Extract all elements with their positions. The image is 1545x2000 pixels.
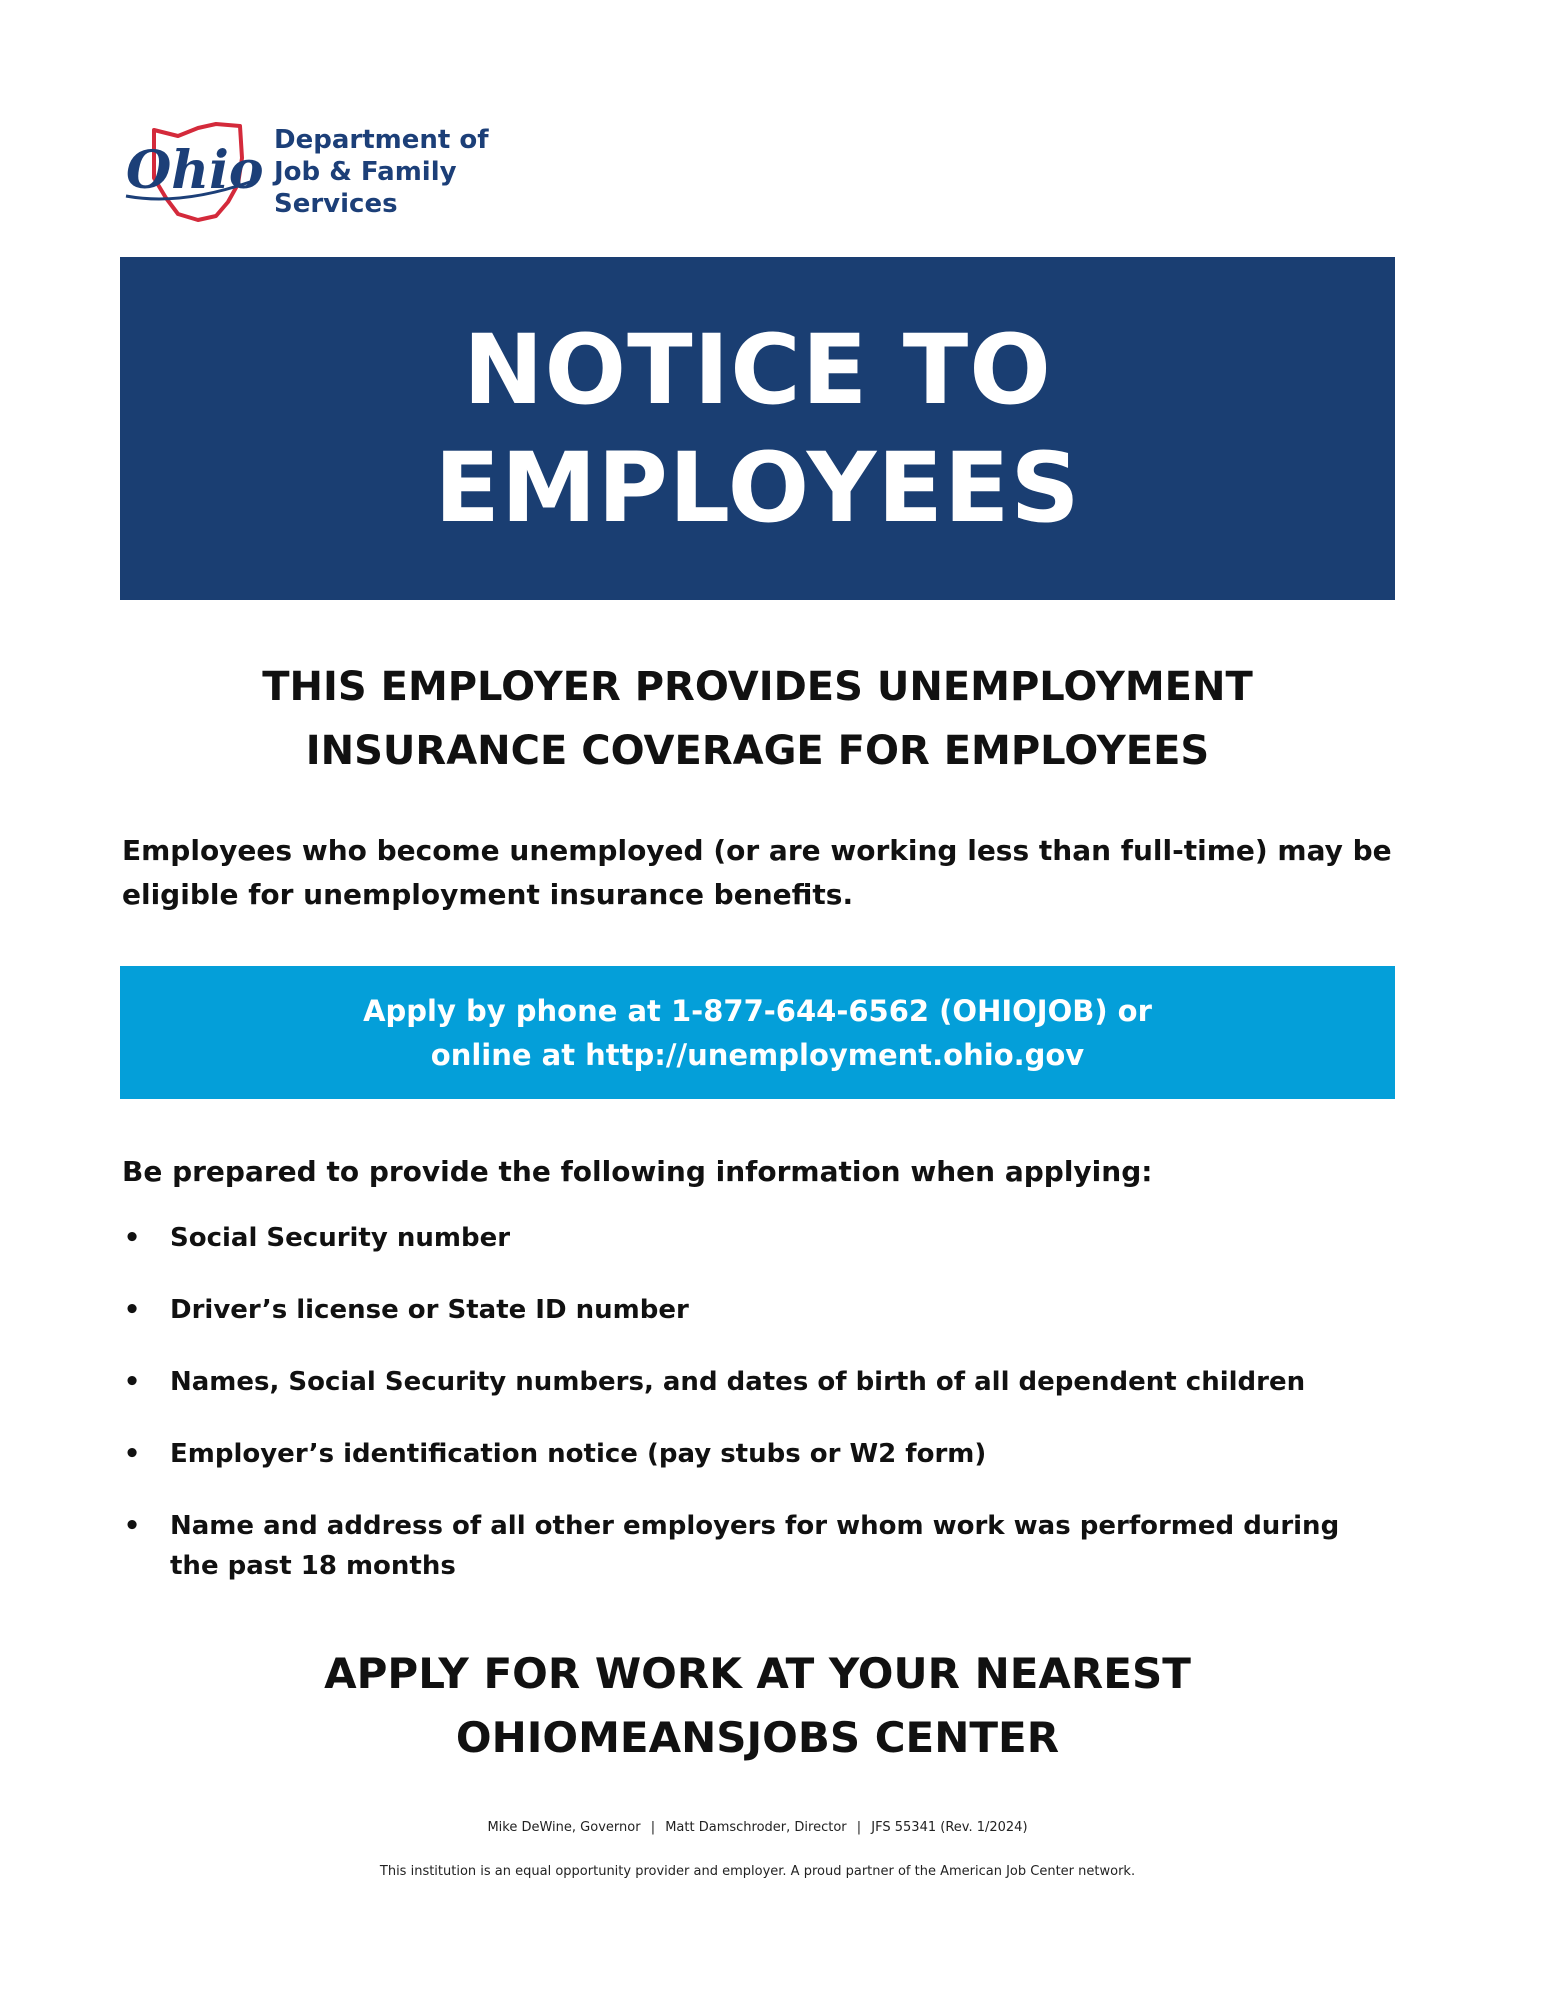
coverage-heading-line-1: THIS EMPLOYER PROVIDES UNEMPLOYMENT xyxy=(262,664,1253,710)
apply-phone-line: Apply by phone at 1-877-644-6562 (OHIOJOB) or xyxy=(363,993,1152,1028)
title-line-1: NOTICE TO xyxy=(463,313,1052,426)
title-line-2: EMPLOYEES xyxy=(434,431,1081,544)
footer-separator: | xyxy=(856,1820,862,1835)
list-item-text: Names, Social Security numbers, and dates of birth of all dependent children xyxy=(170,1367,1306,1397)
list-item-text: Name and address of all other employers for whom work was performed during the past 18 months xyxy=(170,1511,1340,1581)
bullet-icon: • xyxy=(123,1295,141,1325)
bullet-icon: • xyxy=(123,1223,141,1253)
list-item-text: Driver’s license or State ID number xyxy=(170,1295,689,1325)
list-item xyxy=(122,1218,1392,1258)
list-item xyxy=(122,1362,1392,1402)
bullet-icon: • xyxy=(123,1439,141,1469)
logo-line-3: Services xyxy=(274,189,398,219)
ohio-script-text: Ohio xyxy=(126,140,264,201)
apply-info-box xyxy=(120,966,1395,1099)
coverage-heading xyxy=(120,655,1395,783)
apply-for-work-line-2: OHIOMEANSJOBS CENTER xyxy=(455,1713,1060,1762)
bullet-icon: • xyxy=(123,1511,141,1541)
list-item-text: Social Security number xyxy=(170,1223,511,1253)
ohio-state-outline-icon xyxy=(120,118,270,228)
prepared-heading: Be prepared to provide the following information when applying: xyxy=(122,1155,1153,1188)
title-banner xyxy=(120,257,1395,600)
logo-line-2: Job & Family xyxy=(274,157,457,187)
apply-online-line: online at http://unemployment.ohio.gov xyxy=(430,1037,1085,1072)
apply-for-work-heading xyxy=(120,1642,1395,1770)
footer-governor: Mike DeWine, Governor xyxy=(487,1820,641,1835)
footer-equal-opportunity: This institution is an equal opportunity provider and employer. A proud partner of the American Job Center network. xyxy=(379,1864,1136,1879)
list-item-text: Employer’s identification notice (pay stubs or W2 form) xyxy=(170,1439,987,1469)
coverage-heading-line-2: INSURANCE COVERAGE FOR EMPLOYEES xyxy=(305,728,1210,774)
logo-line-1: Department of xyxy=(274,125,489,155)
list-item xyxy=(122,1290,1392,1330)
footer-officials xyxy=(120,1818,1395,1838)
logo-agency-name xyxy=(274,124,489,220)
list-item xyxy=(122,1434,1392,1474)
footer-director: Matt Damschroder, Director xyxy=(665,1820,847,1835)
odjfs-logo xyxy=(120,118,520,228)
required-info-list xyxy=(122,1218,1392,1618)
bullet-icon: • xyxy=(123,1367,141,1397)
apply-for-work-line-1: APPLY FOR WORK AT YOUR NEAREST xyxy=(324,1649,1191,1698)
eligibility-paragraph: Employees who become unemployed (or are working less than full-time) may be eligible for unemployment insurance benefits. xyxy=(122,834,1392,911)
footer-separator: | xyxy=(650,1820,656,1835)
list-item xyxy=(122,1506,1392,1586)
footer-form-number: JFS 55341 (Rev. 1/2024) xyxy=(871,1820,1028,1835)
